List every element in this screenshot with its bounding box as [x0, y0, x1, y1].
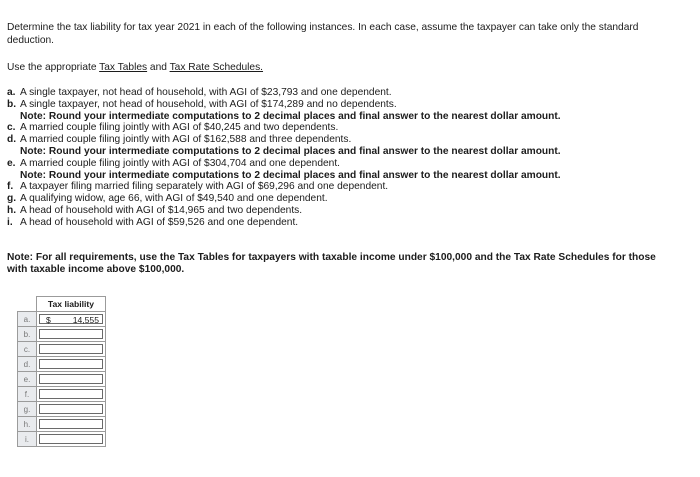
scenario-text: A taxpayer filing married filing separately with AGI of $69,296 and one dependent.: [20, 181, 389, 193]
tax-liability-input-c[interactable]: [37, 342, 106, 357]
answer-input-box[interactable]: [39, 344, 103, 354]
tax-liability-input-i[interactable]: [37, 432, 106, 447]
scenario-text: A head of household with AGI of $59,526 and one dependent.: [20, 216, 299, 228]
scenario-text: A head of household with AGI of $14,965 and two dependents.: [20, 204, 303, 216]
scenario-list: [7, 87, 667, 229]
row-label: d.: [18, 357, 37, 372]
scenario-text: A single taxpayer, not head of household, with AGI of $23,793 and one dependent.: [20, 87, 392, 98]
final-note: Note: For all requirements, use the Tax Tables for taxpayers with taxable income under $100,000 and the Tax Rate Schedules for those with taxable income above $100,000.: [7, 252, 656, 275]
answer-input-box[interactable]: [39, 419, 103, 429]
scenario-letter: f.: [7, 181, 14, 193]
scenario-letter: d.: [7, 134, 17, 146]
answer-input-box[interactable]: [39, 359, 103, 369]
answer-row-h: [18, 417, 106, 432]
answer-input-box[interactable]: [39, 434, 103, 444]
instruction-line: [7, 62, 263, 74]
row-label: i.: [18, 432, 37, 447]
answer-row-c: [18, 342, 106, 357]
scenario-text: A single taxpayer, not head of household, with AGI of $174,289 and no dependents.: [20, 98, 397, 110]
scenario-letter: g.: [7, 193, 17, 205]
answer-input-box[interactable]: [39, 374, 103, 384]
tax-liability-input-f[interactable]: [37, 387, 106, 402]
answer-table: [17, 296, 106, 447]
scenario-item-a: [7, 87, 667, 99]
scenario-text: A married couple filing jointly with AGI of $162,588 and three dependents.: [20, 134, 352, 146]
scenario-letter: c.: [7, 122, 16, 134]
row-label: f.: [18, 387, 37, 402]
scenario-item-f: [7, 181, 667, 193]
answer-row-e: [18, 372, 106, 387]
tax-rate-schedules-link[interactable]: Tax Rate Schedules.: [169, 62, 264, 73]
answer-row-a: [18, 312, 106, 327]
scenario-item-i: [7, 217, 667, 229]
scenario-item-g: [7, 193, 667, 205]
answer-row-g: [18, 402, 106, 417]
rounding-note: Note: Round your intermediate computations to 2 decimal places and final answer to the nearest dollar amount.: [20, 169, 561, 181]
tax-liability-input-h[interactable]: [37, 417, 106, 432]
row-label: e.: [18, 372, 37, 387]
answer-input-box[interactable]: [39, 404, 103, 414]
scenario-item-c: [7, 122, 667, 134]
answer-row-f: [18, 387, 106, 402]
row-label: b.: [18, 327, 37, 342]
scenario-text: A married couple filing jointly with AGI of $304,704 and one dependent.: [20, 157, 340, 169]
tax-liability-input-a[interactable]: [37, 312, 106, 327]
scenario-item-e: [7, 158, 667, 170]
answer-input-box[interactable]: [39, 389, 103, 399]
row-label: c.: [18, 342, 37, 357]
answer-row-d: [18, 357, 106, 372]
answer-input-box[interactable]: [39, 314, 103, 324]
scenario-letter: i.: [7, 216, 13, 228]
scenario-letter: h.: [7, 204, 17, 216]
tax-liability-input-d[interactable]: [37, 357, 106, 372]
tax-tables-link[interactable]: Tax Tables: [99, 62, 148, 73]
currency-symbol: $: [46, 315, 51, 325]
question-intro: Determine the tax liability for tax year 2021 in each of the following instances. In each case, assume the taxpayer can take only the standard deduction.: [7, 22, 639, 46]
answer-row-i: [18, 432, 106, 447]
tax-liability-input-b[interactable]: [37, 327, 106, 342]
tax-liability-input-e[interactable]: [37, 372, 106, 387]
row-label: g.: [18, 402, 37, 417]
row-label: h.: [18, 417, 37, 432]
answer-table-header-row: [18, 297, 106, 312]
scenario-letter: e.: [7, 157, 16, 169]
rounding-note: Note: Round your intermediate computations to 2 decimal places and final answer to the nearest dollar amount.: [20, 145, 561, 157]
scenario-item-d: [7, 134, 667, 146]
answer-row-b: [18, 327, 106, 342]
row-label: a.: [18, 312, 37, 327]
answer-value: 14,555: [72, 315, 99, 325]
scenario-letter: b.: [7, 98, 17, 110]
tax-liability-input-g[interactable]: [37, 402, 106, 417]
scenario-letter: a.: [7, 87, 16, 98]
instruction-prefix: Use the appropriate: [7, 62, 100, 73]
answer-input-box[interactable]: [39, 329, 103, 339]
scenario-item-h: [7, 205, 667, 217]
tax-liability-header: Tax liability: [37, 297, 106, 312]
header-blank-cell: [18, 297, 37, 312]
scenario-item-b: [7, 99, 667, 111]
rounding-note: Note: Round your intermediate computations to 2 decimal places and final answer to the nearest dollar amount.: [20, 110, 561, 122]
scenario-text: A qualifying widow, age 66, with AGI of $49,540 and one dependent.: [20, 193, 328, 205]
scenario-text: A married couple filing jointly with AGI of $40,245 and two dependents.: [20, 122, 339, 134]
instruction-and: and: [147, 62, 170, 73]
